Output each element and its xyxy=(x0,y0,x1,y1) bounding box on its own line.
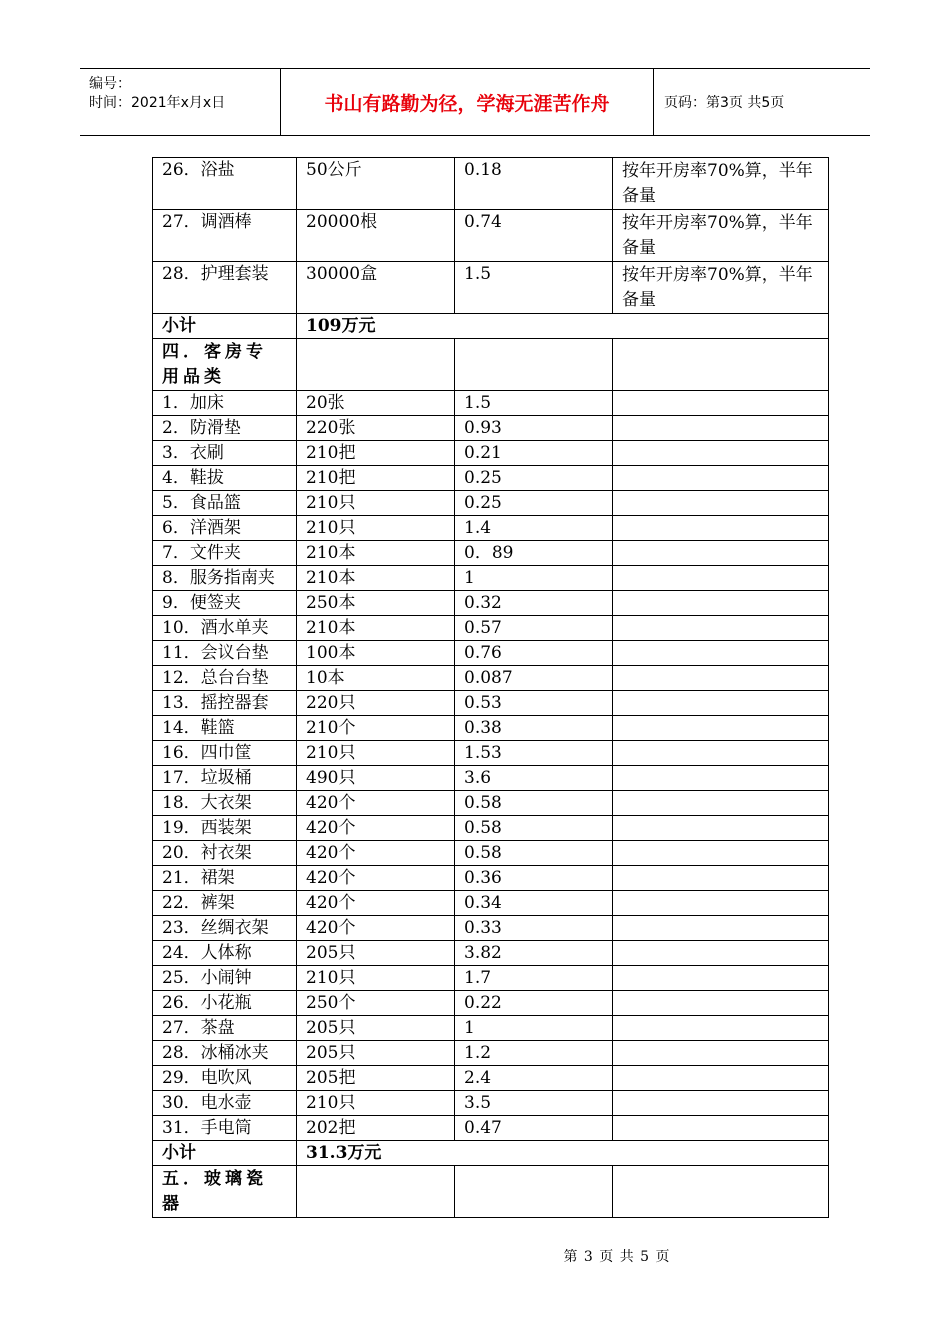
table-row xyxy=(153,891,829,916)
note-cell xyxy=(613,466,829,491)
amount-cell: 0.18 xyxy=(455,158,613,210)
table-row xyxy=(153,591,829,616)
table-row xyxy=(153,158,829,210)
item-name-cell: 30．电水壶 xyxy=(153,1091,297,1116)
amount-cell: 0.53 xyxy=(455,691,613,716)
item-name-cell: 27．调酒棒 xyxy=(153,210,297,262)
quantity-cell: 20张 xyxy=(297,391,455,416)
items-table-body xyxy=(153,158,829,1218)
table-row xyxy=(153,741,829,766)
empty-cell xyxy=(297,1166,455,1218)
note-cell xyxy=(613,916,829,941)
item-name-cell: 16．四巾筐 xyxy=(153,741,297,766)
item-name-cell: 13．摇控器套 xyxy=(153,691,297,716)
note-cell xyxy=(613,1116,829,1141)
amount-cell: 0.25 xyxy=(455,491,613,516)
amount-cell: 0.57 xyxy=(455,616,613,641)
amount-cell: 0.58 xyxy=(455,791,613,816)
category-label: 五．玻璃瓷器 xyxy=(153,1166,297,1218)
table-row xyxy=(153,791,829,816)
amount-cell: 0.38 xyxy=(455,716,613,741)
amount-cell: 3.82 xyxy=(455,941,613,966)
table-row xyxy=(153,716,829,741)
note-cell xyxy=(613,791,829,816)
table-row xyxy=(153,210,829,262)
amount-cell: 0.33 xyxy=(455,916,613,941)
note-cell xyxy=(613,516,829,541)
quantity-cell: 205只 xyxy=(297,941,455,966)
table-row xyxy=(153,1066,829,1091)
quantity-cell: 250个 xyxy=(297,991,455,1016)
amount-cell: 0.47 xyxy=(455,1116,613,1141)
quantity-cell: 20000根 xyxy=(297,210,455,262)
amount-cell: 2.4 xyxy=(455,1066,613,1091)
quantity-cell: 210只 xyxy=(297,741,455,766)
note-cell: 按年开房率70%算，半年备量 xyxy=(613,158,829,210)
note-cell xyxy=(613,816,829,841)
item-name-cell: 17．垃圾桶 xyxy=(153,766,297,791)
item-name-cell: 11．会议台垫 xyxy=(153,641,297,666)
item-name-cell: 25．小闹钟 xyxy=(153,966,297,991)
quantity-cell: 10本 xyxy=(297,666,455,691)
note-cell xyxy=(613,391,829,416)
table-row xyxy=(153,991,829,1016)
item-name-cell: 27．茶盘 xyxy=(153,1016,297,1041)
category-row xyxy=(153,339,829,391)
item-name-cell: 1．加床 xyxy=(153,391,297,416)
amount-cell: 3.6 xyxy=(455,766,613,791)
table-row xyxy=(153,691,829,716)
note-cell xyxy=(613,841,829,866)
item-name-cell: 19．西装架 xyxy=(153,816,297,841)
amount-cell: 1 xyxy=(455,1016,613,1041)
empty-cell xyxy=(613,339,829,391)
subtotal-label: 小计 xyxy=(153,314,297,339)
doc-time-label: 时间：2021年x月x日 xyxy=(89,95,226,111)
quantity-cell: 420个 xyxy=(297,891,455,916)
quantity-cell: 250本 xyxy=(297,591,455,616)
item-name-cell: 20．衬衣架 xyxy=(153,841,297,866)
quantity-cell: 210只 xyxy=(297,491,455,516)
quantity-cell: 490只 xyxy=(297,766,455,791)
note-cell xyxy=(613,941,829,966)
quantity-cell: 210只 xyxy=(297,1091,455,1116)
table-row xyxy=(153,1091,829,1116)
note-cell xyxy=(613,1016,829,1041)
doc-number-label: 编号： xyxy=(89,76,131,92)
note-cell: 按年开房率70%算，半年备量 xyxy=(613,262,829,314)
table-row xyxy=(153,616,829,641)
table-row xyxy=(153,391,829,416)
table-row xyxy=(153,491,829,516)
subtotal-value: 31.3万元 xyxy=(297,1141,829,1166)
table-row xyxy=(153,816,829,841)
empty-cell xyxy=(455,1166,613,1218)
table-row xyxy=(153,1016,829,1041)
amount-cell: 0.32 xyxy=(455,591,613,616)
item-name-cell: 29．电吹风 xyxy=(153,1066,297,1091)
amount-cell: 0.76 xyxy=(455,641,613,666)
note-cell xyxy=(613,541,829,566)
note-cell xyxy=(613,1091,829,1116)
category-label: 四．客房专用品类 xyxy=(153,339,297,391)
empty-cell xyxy=(455,339,613,391)
amount-cell: 1.5 xyxy=(455,391,613,416)
item-name-cell: 8．服务指南夹 xyxy=(153,566,297,591)
amount-cell: 1.53 xyxy=(455,741,613,766)
item-name-cell: 4．鞋拔 xyxy=(153,466,297,491)
page-header xyxy=(80,68,870,136)
note-cell xyxy=(613,491,829,516)
item-name-cell: 7．文件夹 xyxy=(153,541,297,566)
quantity-cell: 420个 xyxy=(297,916,455,941)
empty-cell xyxy=(613,1166,829,1218)
category-row xyxy=(153,1166,829,1218)
subtotal-label: 小计 xyxy=(153,1141,297,1166)
quantity-cell: 420个 xyxy=(297,866,455,891)
quantity-cell: 210把 xyxy=(297,466,455,491)
note-cell xyxy=(613,666,829,691)
note-cell xyxy=(613,966,829,991)
quantity-cell: 420个 xyxy=(297,816,455,841)
item-name-cell: 18．大衣架 xyxy=(153,791,297,816)
amount-cell: 0.34 xyxy=(455,891,613,916)
note-cell xyxy=(613,691,829,716)
table-row xyxy=(153,541,829,566)
amount-cell: 3.5 xyxy=(455,1091,613,1116)
note-cell xyxy=(613,566,829,591)
table-row xyxy=(153,566,829,591)
quantity-cell: 210本 xyxy=(297,566,455,591)
header-meta xyxy=(80,69,281,135)
quantity-cell: 202把 xyxy=(297,1116,455,1141)
item-name-cell: 9．便签夹 xyxy=(153,591,297,616)
quantity-cell: 220张 xyxy=(297,416,455,441)
item-name-cell: 10．酒水单夹 xyxy=(153,616,297,641)
quantity-cell: 210只 xyxy=(297,516,455,541)
table-row xyxy=(153,666,829,691)
amount-cell: 0．89 xyxy=(455,541,613,566)
table-row xyxy=(153,516,829,541)
quantity-cell: 210本 xyxy=(297,541,455,566)
amount-cell: 1.2 xyxy=(455,1041,613,1066)
page-footer: 第 3 页 共 5 页 xyxy=(563,1249,671,1265)
quantity-cell: 420个 xyxy=(297,791,455,816)
item-name-cell: 14．鞋篮 xyxy=(153,716,297,741)
note-cell xyxy=(613,416,829,441)
quantity-cell: 210个 xyxy=(297,716,455,741)
quantity-cell: 210只 xyxy=(297,966,455,991)
amount-cell: 1 xyxy=(455,566,613,591)
table-row xyxy=(153,262,829,314)
item-name-cell: 6．洋酒架 xyxy=(153,516,297,541)
table-row xyxy=(153,941,829,966)
item-name-cell: 31．手电筒 xyxy=(153,1116,297,1141)
note-cell xyxy=(613,441,829,466)
quantity-cell: 220只 xyxy=(297,691,455,716)
note-cell xyxy=(613,616,829,641)
item-name-cell: 22．裤架 xyxy=(153,891,297,916)
table-row xyxy=(153,641,829,666)
note-cell xyxy=(613,1066,829,1091)
amount-cell: 0.93 xyxy=(455,416,613,441)
table-row xyxy=(153,1041,829,1066)
item-name-cell: 5．食品篮 xyxy=(153,491,297,516)
table-row xyxy=(153,1116,829,1141)
item-name-cell: 26．小花瓶 xyxy=(153,991,297,1016)
subtotal-row xyxy=(153,314,829,339)
amount-cell: 1.7 xyxy=(455,966,613,991)
table-row xyxy=(153,841,829,866)
note-cell xyxy=(613,766,829,791)
note-cell xyxy=(613,641,829,666)
table-row xyxy=(153,966,829,991)
note-cell xyxy=(613,591,829,616)
note-cell xyxy=(613,1041,829,1066)
amount-cell: 0.58 xyxy=(455,816,613,841)
amount-cell: 0.74 xyxy=(455,210,613,262)
amount-cell: 0.22 xyxy=(455,991,613,1016)
header-motto: 书山有路勤为径，学海无涯苦作舟 xyxy=(281,69,654,135)
item-name-cell: 26．浴盐 xyxy=(153,158,297,210)
item-name-cell: 24．人体称 xyxy=(153,941,297,966)
quantity-cell: 205只 xyxy=(297,1016,455,1041)
note-cell xyxy=(613,991,829,1016)
quantity-cell: 210本 xyxy=(297,616,455,641)
quantity-cell: 420个 xyxy=(297,841,455,866)
header-page-info: 页码：第3页 共5页 xyxy=(664,95,785,111)
note-cell xyxy=(613,716,829,741)
item-name-cell: 21．裙架 xyxy=(153,866,297,891)
item-name-cell: 28．护理套装 xyxy=(153,262,297,314)
table-row xyxy=(153,766,829,791)
quantity-cell: 205只 xyxy=(297,1041,455,1066)
quantity-cell: 100本 xyxy=(297,641,455,666)
item-name-cell: 2．防滑垫 xyxy=(153,416,297,441)
quantity-cell: 30000盒 xyxy=(297,262,455,314)
items-table xyxy=(152,157,829,1218)
amount-cell: 0.58 xyxy=(455,841,613,866)
item-name-cell: 23．丝绸衣架 xyxy=(153,916,297,941)
amount-cell: 0.21 xyxy=(455,441,613,466)
item-name-cell: 12．总台台垫 xyxy=(153,666,297,691)
quantity-cell: 205把 xyxy=(297,1066,455,1091)
amount-cell: 0.36 xyxy=(455,866,613,891)
empty-cell xyxy=(297,339,455,391)
amount-cell: 1.4 xyxy=(455,516,613,541)
quantity-cell: 50公斤 xyxy=(297,158,455,210)
table-row xyxy=(153,866,829,891)
quantity-cell: 210把 xyxy=(297,441,455,466)
amount-cell: 0.087 xyxy=(455,666,613,691)
table-row xyxy=(153,916,829,941)
item-name-cell: 28．冰桶冰夹 xyxy=(153,1041,297,1066)
note-cell: 按年开房率70%算，半年备量 xyxy=(613,210,829,262)
table-row xyxy=(153,441,829,466)
note-cell xyxy=(613,866,829,891)
amount-cell: 0.25 xyxy=(455,466,613,491)
table-row xyxy=(153,466,829,491)
note-cell xyxy=(613,891,829,916)
subtotal-value: 109万元 xyxy=(297,314,829,339)
note-cell xyxy=(613,741,829,766)
item-name-cell: 3．衣刷 xyxy=(153,441,297,466)
table-row xyxy=(153,416,829,441)
amount-cell: 1.5 xyxy=(455,262,613,314)
subtotal-row xyxy=(153,1141,829,1166)
